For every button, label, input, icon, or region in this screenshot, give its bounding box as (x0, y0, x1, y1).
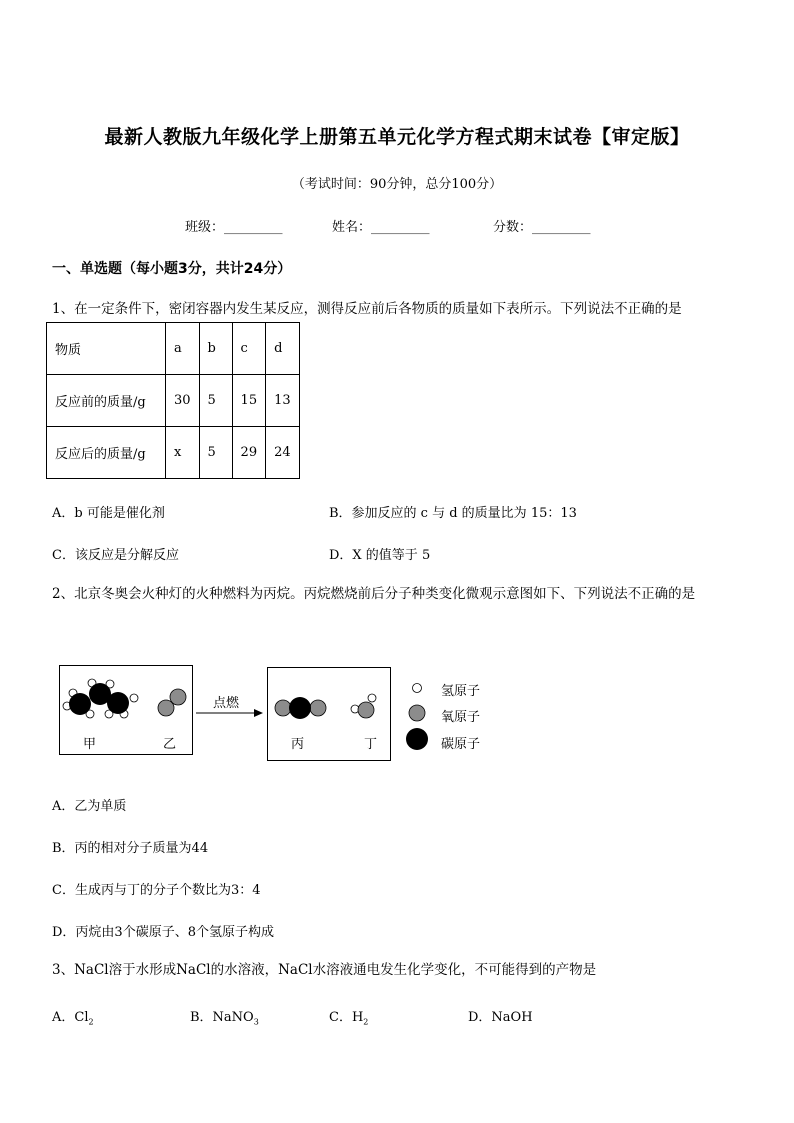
option-text: A．Cl (52, 1010, 89, 1025)
table-cell: 反应前的质量/g (47, 375, 166, 427)
reactant-yi-label: 乙 (163, 737, 177, 752)
subscript: 2 (363, 1017, 369, 1027)
q1-option-d[interactable]: D．X 的值等于 5 (329, 548, 431, 563)
table-row (47, 427, 300, 479)
score-field: 分数：_________ (493, 220, 591, 235)
legend-hydrogen: 氢原子 (441, 684, 481, 699)
subscript: 2 (88, 1017, 94, 1027)
name-field: 姓名：_________ (332, 220, 430, 235)
propane-molecule (63, 679, 138, 718)
table-cell: 29 (232, 427, 266, 479)
q3-option-c[interactable] (329, 1006, 368, 1027)
water-molecule (351, 694, 376, 718)
option-text: B．NaNO (190, 1010, 254, 1025)
co2-molecule (275, 697, 326, 719)
arrow-head-icon (254, 709, 263, 717)
q3-option-d[interactable]: D．NaOH (468, 1010, 533, 1025)
q2-option-b[interactable]: B．丙的相对分子质量为44 (52, 841, 209, 856)
option-text: C．H (329, 1010, 364, 1025)
table-row (47, 375, 300, 427)
table-cell: 30 (166, 375, 200, 427)
hydrogen-atom-icon (413, 684, 422, 693)
question-1-text: 1、在一定条件下，密闭容器内发生某反应，测得反应前后各物质的质量如下表所示。下列说法不正确的是 (52, 301, 682, 317)
q3-option-b[interactable] (190, 1006, 259, 1027)
oxygen-atom-icon (409, 705, 425, 721)
table-cell: 13 (266, 375, 300, 427)
table-cell: 24 (266, 427, 300, 479)
product-ding-label: 丁 (364, 737, 378, 752)
table-cell: 5 (199, 375, 232, 427)
reaction-condition-label: 点燃 (213, 696, 240, 711)
table-cell: 15 (232, 375, 266, 427)
page-title: 最新人教版九年级化学上册第五单元化学方程式期末试卷【审定版】 (104, 126, 690, 148)
product-bing-label: 丙 (291, 737, 305, 752)
table-cell: d (266, 323, 300, 375)
q1-option-a[interactable]: A．b 可能是催化剂 (52, 506, 165, 521)
question-2-text: 2、北京冬奥会火种灯的火种燃料为丙烷。丙烷燃烧前后分子种类变化微观示意图如下、下列说法不正确的是 (52, 586, 696, 602)
molecule-diagram (0, 640, 794, 780)
table-cell: b (199, 323, 232, 375)
class-field: 班级：_________ (185, 220, 283, 235)
q2-option-c[interactable]: C．生成丙与丁的分子个数比为3：4 (52, 883, 261, 898)
table-header-row (47, 323, 300, 375)
table-cell: 5 (199, 427, 232, 479)
table-cell: c (232, 323, 266, 375)
q1-option-b[interactable]: B．参加反应的 c 与 d 的质量比为 15：13 (329, 506, 577, 521)
subscript: 3 (253, 1017, 259, 1027)
q2-option-a[interactable]: A．乙为单质 (52, 799, 127, 814)
table-cell: 反应后的质量/g (47, 427, 166, 479)
oxygen-molecule (158, 689, 186, 716)
legend-carbon: 碳原子 (441, 737, 481, 752)
legend-oxygen: 氧原子 (441, 710, 481, 725)
reactant-jia-label: 甲 (83, 737, 97, 752)
table-cell: 物质 (47, 323, 166, 375)
q1-option-c[interactable]: C．该反应是分解反应 (52, 548, 179, 563)
section-heading: 一、单选题（每小题3分，共计24分） (52, 261, 292, 277)
exam-info: （考试时间：90分钟，总分100分） (291, 177, 503, 192)
table-cell: a (166, 323, 200, 375)
carbon-atom-icon (406, 728, 428, 750)
q2-option-d[interactable]: D．丙烷由3个碳原子、8个氢原子构成 (52, 925, 274, 940)
q3-option-a[interactable] (52, 1006, 94, 1027)
table-cell: x (166, 427, 200, 479)
mass-table (46, 322, 300, 479)
question-3-text: 3、NaCl溶于水形成NaCl的水溶液，NaCl水溶液通电发生化学变化，不可能得到的产物是 (52, 962, 597, 978)
